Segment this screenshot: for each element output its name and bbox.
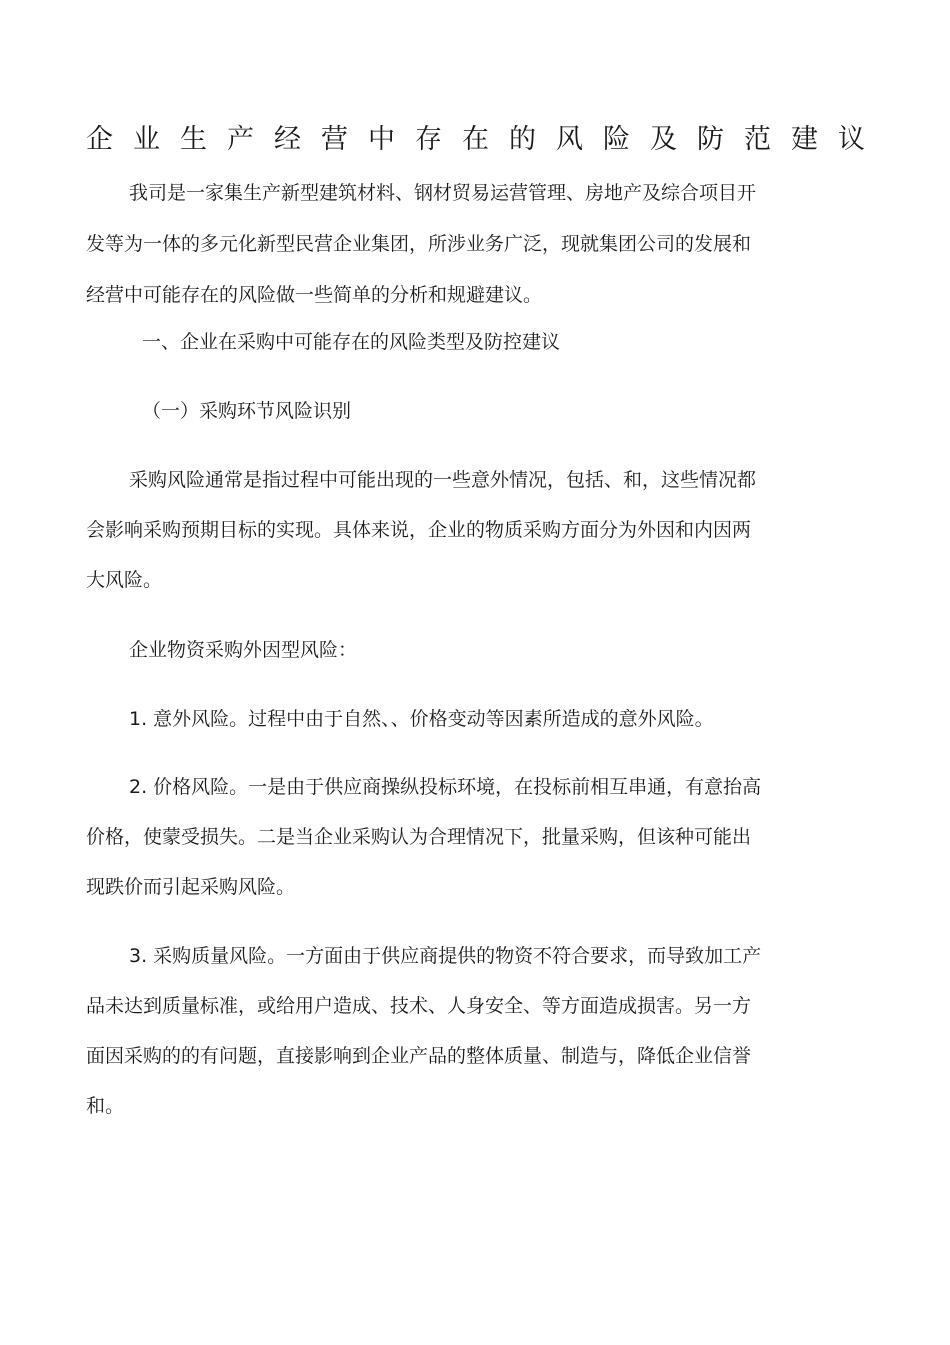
list-item-2-line: 2. 价格风险。一是由于供应商操纵投标环境，在投标前相互串通，有意抬高 [129,776,762,798]
section-heading: 一、企业在采购中可能存在的风险类型及防控建议 [142,331,561,353]
list-item-1: 1. 意外风险。过程中由于自然、、价格变动等因素所造成的意外风险。 [129,708,714,730]
paragraph-line: 采购风险通常是指过程中可能出现的一些意外情况，包括、和，这些情况都 [129,469,757,491]
intro-line-1: 我司是一家集生产新型建筑材料、钢材贸易运营管理、房地产及综合项目开 [129,182,757,204]
document-title: 企业生产经营中存在的风险及防范建议 [86,124,885,155]
intro-line-3: 经营中可能存在的风险做一些简单的分析和规避建议。 [86,284,543,306]
intro-line-2: 发等为一体的多元化新型民营企业集团，所涉业务广泛，现就集团公司的发展和 [86,233,752,255]
list-item-3-line: 品未达到质量标准，或给用户造成、技术、人身安全、等方面造成损害。另一方 [86,995,752,1017]
list-item-3-line: 面因采购的的有问题，直接影响到企业产品的整体质量、制造与，降低企业信誉 [86,1045,752,1067]
paragraph-line: 会影响采购预期目标的实现。具体来说，企业的物质采购方面分为外因和内因两 [86,519,752,541]
paragraph-line: 大风险。 [86,569,163,591]
list-item-3-line: 3. 采购质量风险。一方面由于供应商提供的物资不符合要求，而导致加工产 [129,945,762,967]
list-item-2-line: 价格，使蒙受损失。二是当企业采购认为合理情况下，批量采购，但该种可能出 [86,826,752,848]
list-item-3-line: 和。 [86,1095,125,1117]
list-item-2-line: 现跌价而引起采购风险。 [86,876,296,898]
subsection-heading: （一）采购环节风险识别 [142,400,352,422]
external-risk-label: 企业物资采购外因型风险： [129,639,358,661]
